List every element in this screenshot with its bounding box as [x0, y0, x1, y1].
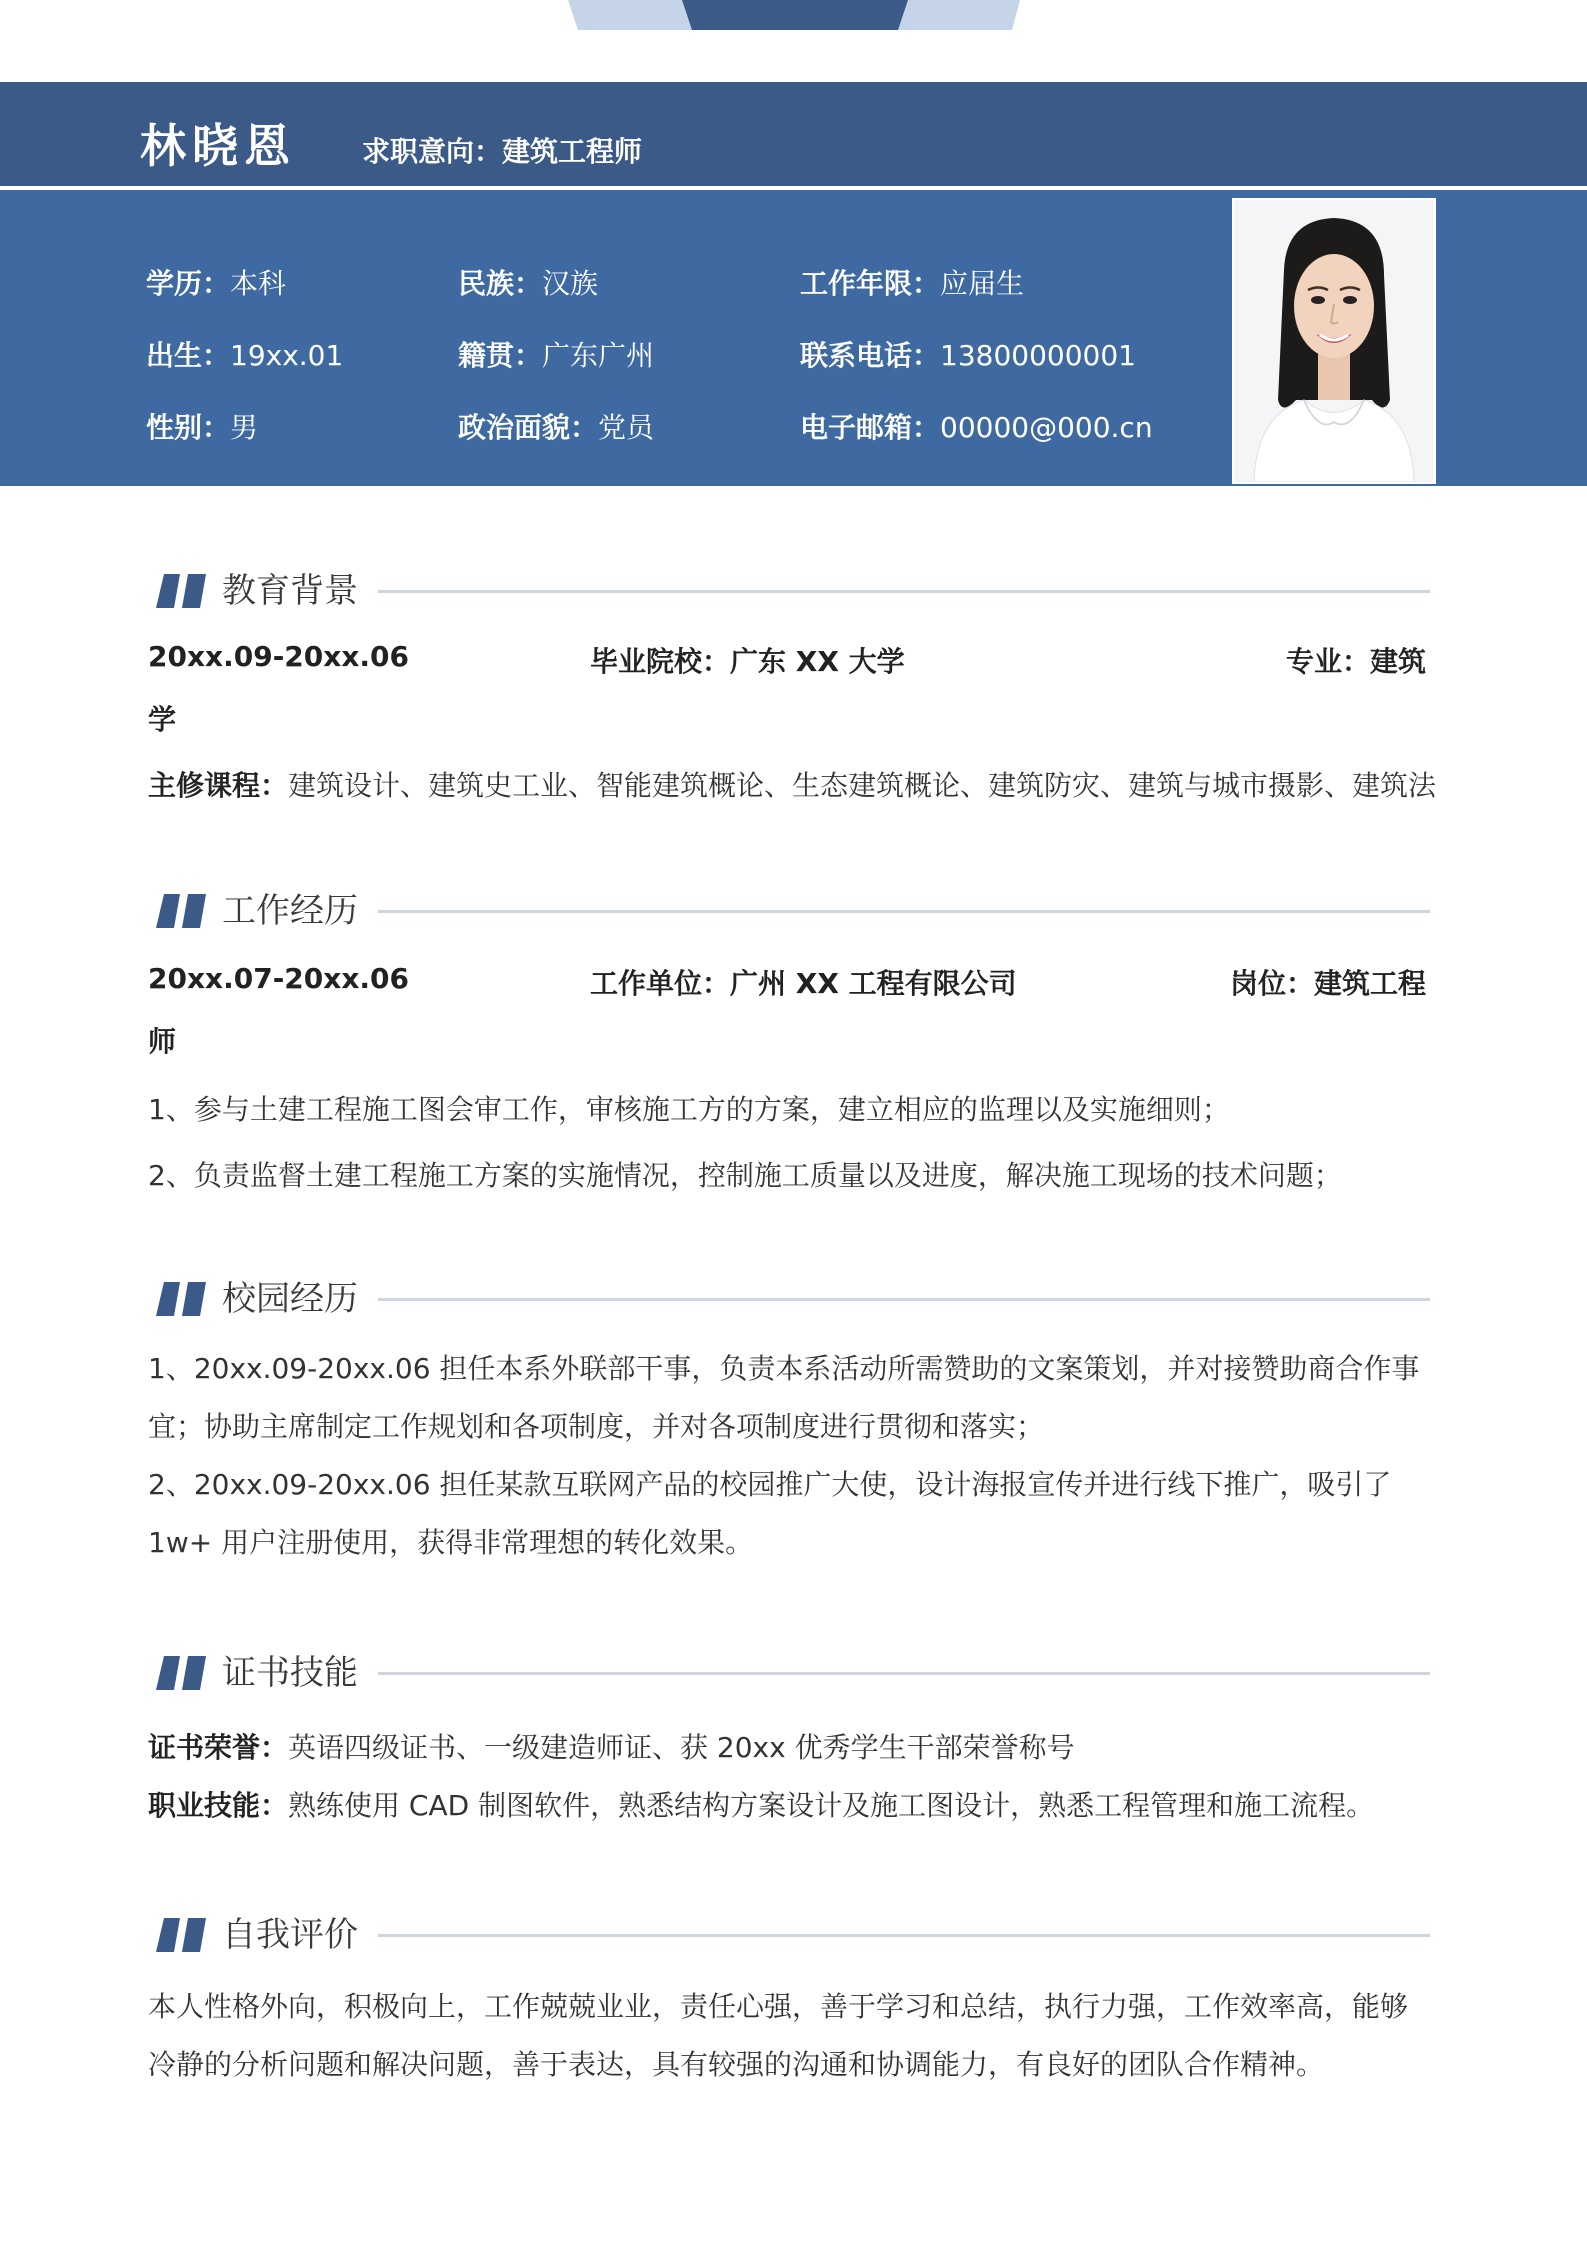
education-major-wrap: 学 [148, 703, 177, 736]
avatar-illustration [1234, 200, 1434, 482]
section-rule [378, 1934, 1430, 1937]
job-intent-value: 建筑工程师 [502, 135, 643, 168]
skills-certificates: 证书荣誉：英语四级证书、一级建造师证、获 20xx 优秀学生干部荣誉称号 [148, 1731, 1075, 1764]
work-item-1: 1、参与土建工程施工图会审工作，审核施工方的方案，建立相应的监理以及实施细则； [148, 1093, 1230, 1126]
education-major: 专业：建筑 [1286, 645, 1427, 678]
section-marker-icon [156, 1282, 206, 1316]
self-evaluation-text: 本人性格外向，积极向上，工作兢兢业业，责任心强，善于学习和总结，执行力强，工作效率高，能够冷静的分析问题和解决问题，善于表达，具有较强的沟通和协调能力，有良好的团队合作精神。 [148, 1990, 1409, 2081]
top-decoration [0, 0, 1587, 30]
section-campus-header [150, 1274, 1430, 1324]
section-education-title: 教育背景 [222, 571, 358, 611]
skills-professional: 职业技能：熟练使用 CAD 制图软件，熟悉结构方案设计及施工图设计，熟悉工程管理和施工流程。 [148, 1789, 1375, 1822]
profile-photo [1232, 198, 1436, 484]
work-period: 20xx.07-20xx.06 [148, 962, 409, 995]
candidate-name: 林晓恩 [140, 119, 296, 173]
section-campus-title: 校园经历 [222, 1279, 358, 1319]
job-intent [362, 130, 642, 170]
section-rule [378, 1298, 1430, 1301]
education-school: 毕业院校：广东 XX 大学 [590, 645, 905, 678]
info-ethnicity: 民族：汉族 [458, 267, 599, 300]
work-company: 工作单位：广州 XX 工程有限公司 [590, 967, 1017, 1000]
info-hometown: 籍贯：广东广州 [458, 339, 655, 372]
work-position-wrap: 师 [148, 1025, 177, 1058]
section-marker-icon [156, 1656, 206, 1690]
section-skills-header [150, 1648, 1430, 1698]
section-work-title: 工作经历 [222, 891, 358, 931]
section-education-header [150, 566, 1430, 616]
work-item-2: 2、负责监督土建工程施工方案的实施情况，控制施工质量以及进度，解决施工现场的技术问题； [148, 1159, 1342, 1192]
section-marker-icon [156, 574, 206, 608]
info-birth: 出生：19xx.01 [146, 339, 344, 372]
info-email: 电子邮箱：00000@000.cn [800, 411, 1153, 444]
education-period: 20xx.09-20xx.06 [148, 640, 409, 673]
section-marker-icon [156, 1918, 206, 1952]
section-rule [378, 590, 1430, 593]
job-intent-label: 求职意向： [362, 135, 503, 168]
info-politics: 政治面貌：党员 [458, 411, 655, 444]
section-marker-icon [156, 894, 206, 928]
education-courses: 主修课程：建筑设计、建筑史工业、智能建筑概论、生态建筑概论、建筑防灾、建筑与城市摄影、建筑法 [148, 769, 1437, 802]
section-self-header [150, 1910, 1430, 1960]
info-years: 工作年限：应届生 [800, 267, 1025, 300]
campus-item-2: 2、20xx.09-20xx.06 担任某款互联网产品的校园推广大使，设计海报宣传并进行线下推广，吸引了 1w+ 用户注册使用，获得非常理想的转化效果。 [148, 1468, 1392, 1559]
section-work-header [150, 886, 1430, 936]
work-position: 岗位：建筑工程 [1230, 967, 1427, 1000]
section-rule [378, 1672, 1430, 1675]
info-phone: 联系电话：13800000001 [800, 339, 1136, 372]
section-rule [378, 910, 1430, 913]
info-gender: 性别：男 [146, 411, 259, 444]
section-skills-title: 证书技能 [222, 1653, 358, 1693]
section-self-title: 自我评价 [222, 1915, 358, 1955]
campus-item-1: 1、20xx.09-20xx.06 担任本系外联部干事，负责本系活动所需赞助的文案策划，并对接赞助商合作事宜；协助主席制定工作规划和各项制度，并对各项制度进行贯彻和落实； [148, 1352, 1420, 1443]
info-education: 学历：本科 [146, 267, 287, 300]
